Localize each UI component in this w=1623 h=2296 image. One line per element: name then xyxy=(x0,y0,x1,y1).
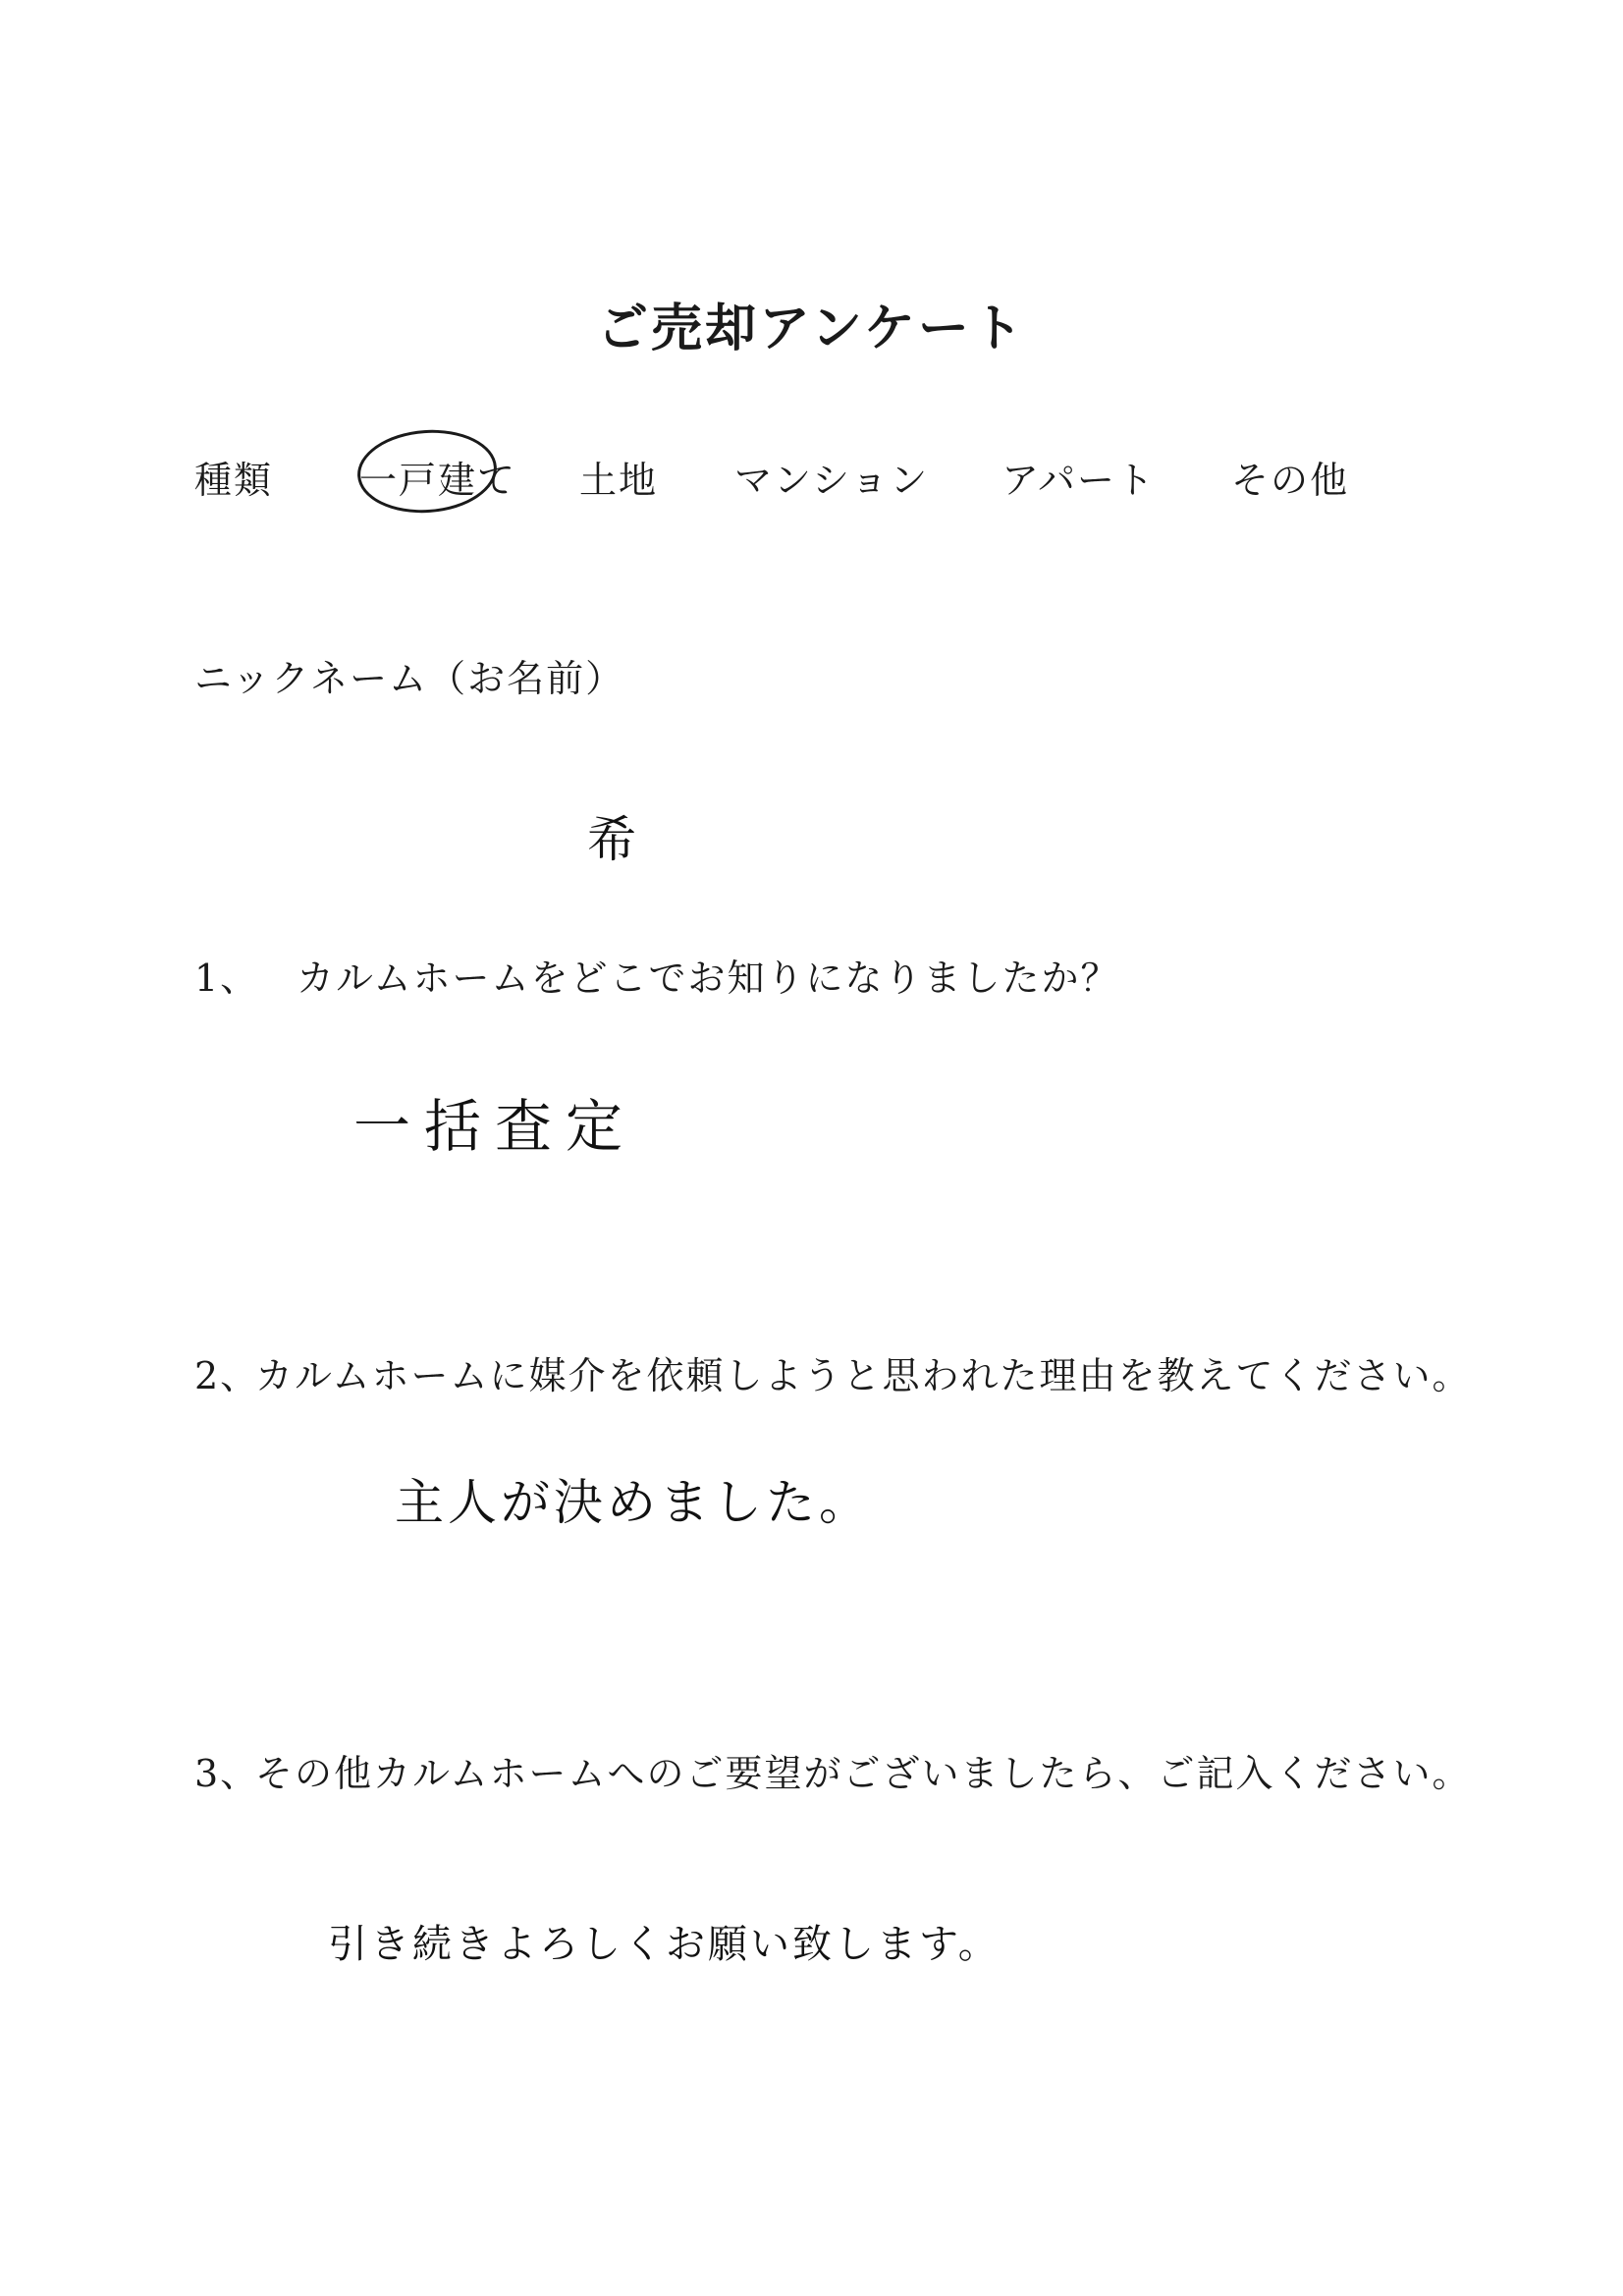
question-1-number: 1、 xyxy=(194,957,260,1000)
nickname-answer: 希 xyxy=(587,811,636,868)
question-3-text: その他カルムホームへのご要望がございましたら、ご記入ください。 xyxy=(255,1752,1472,1795)
type-option-detached-house[interactable]: 一戸建て xyxy=(359,459,517,502)
question-2 xyxy=(194,1345,1471,1399)
question-2-answer: 主人が決めました。 xyxy=(395,1474,872,1531)
question-1 xyxy=(194,948,1119,1002)
question-1-text: カルムホームをどこでお知りになりましたか？ xyxy=(297,957,1120,1000)
question-2-text: カルムホームに媒介を依頼しようと思われた理由を教えてください。 xyxy=(255,1354,1472,1397)
question-1-answer: 一括査定 xyxy=(353,1093,637,1160)
nickname-label: ニックネーム（お名前） xyxy=(194,657,625,700)
type-option-land[interactable]: 土地 xyxy=(579,459,659,502)
question-3-answer: 引き続きよろしくお願い致します。 xyxy=(328,1922,1001,1967)
question-3-number: 3、 xyxy=(194,1752,260,1795)
property-type-label: 種類 xyxy=(194,459,274,502)
question-3 xyxy=(194,1743,1471,1797)
type-option-condominium[interactable]: マンション xyxy=(734,459,930,502)
type-option-apartment[interactable]: アパート xyxy=(1001,459,1156,502)
page-title: ご売却アンケート xyxy=(597,300,1026,358)
question-2-number: 2、 xyxy=(194,1354,260,1397)
type-option-other[interactable]: その他 xyxy=(1231,459,1350,502)
